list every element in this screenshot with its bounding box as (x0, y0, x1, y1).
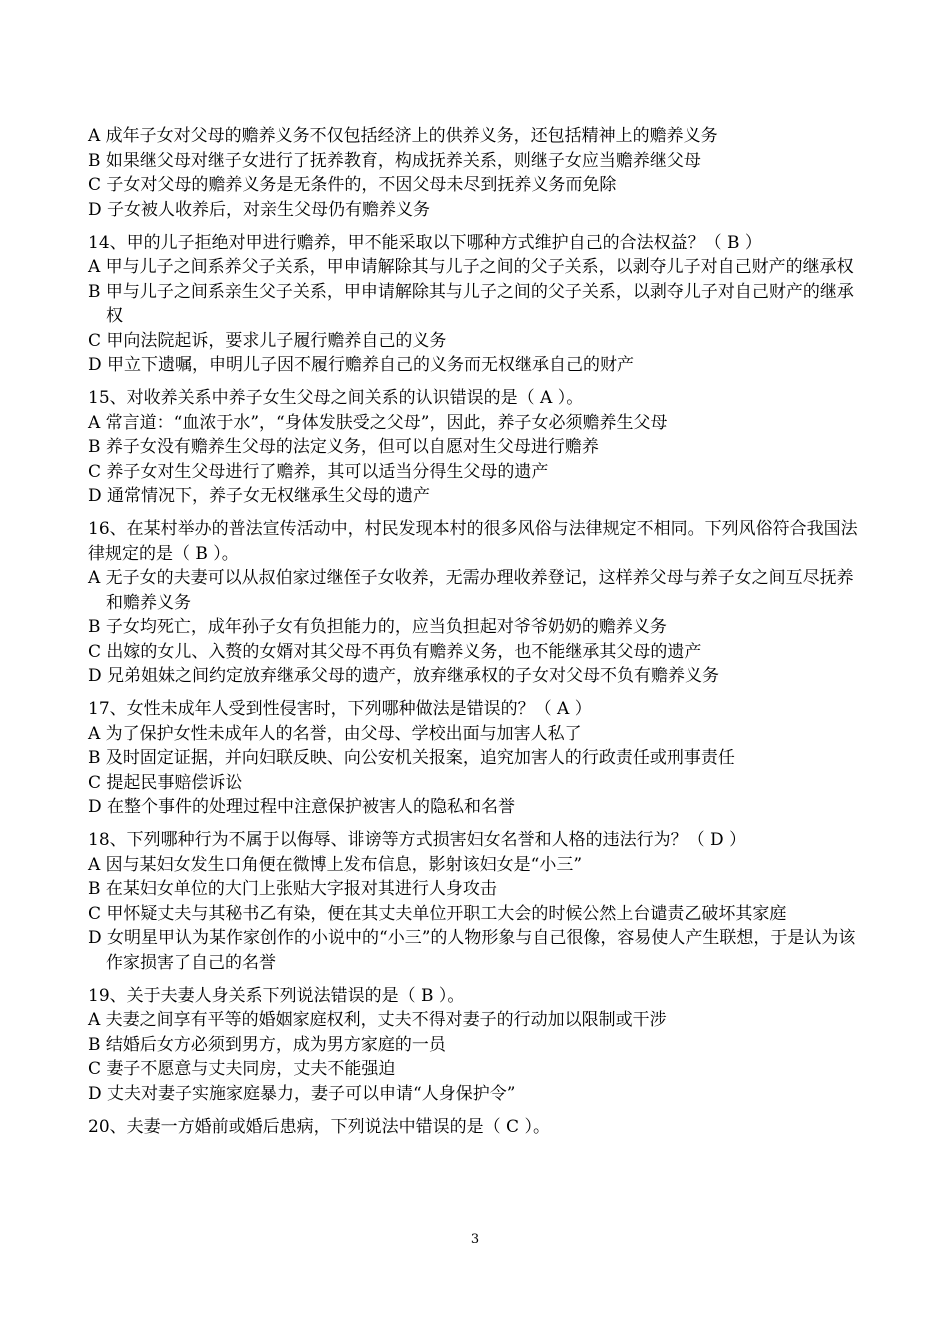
option-d: D 兄弟姐妹之间约定放弃继承父母的遗产，放弃继承权的子女对父母不负有赡养义务 (88, 666, 720, 686)
option-b: B 子女均死亡，成年孙子女有负担能力的，应当负担起对爷爷奶奶的赡养义务 (88, 617, 667, 637)
option-c: C 出嫁的女儿、入赘的女婿对其父母不再负有赡养义务，也不能继承其父母的遗产 (88, 641, 702, 662)
option-a: A 因与某妇女发生口角便在微博上发布信息，影射该妇女是“小三” (88, 854, 583, 875)
option-a: A 为了保护女性未成年人的名誉，由父母、学校出面与加害人私了 (88, 723, 582, 744)
question-block (88, 517, 870, 689)
question-block (88, 124, 870, 222)
option-b: B 甲与儿子之间系亲生父子关系，甲申请解除其与儿子之间的父子关系，以剥夺儿子对自己财产的继承权 (88, 281, 854, 326)
question-block (88, 828, 870, 975)
question-block (88, 697, 870, 820)
option-b: B 在某妇女单位的大门上张贴大字报对其进行人身攻击 (88, 879, 497, 899)
option-a: A 甲与儿子之间系养父子关系，甲申请解除其与儿子之间的父子关系，以剥夺儿子对自己财产的继承权 (88, 257, 854, 277)
option-c: C 子女对父母的赡养义务是无条件的，不因父母未尽到抚养义务而免除 (88, 175, 617, 195)
question-text: 20、夫妻一方婚前或婚后患病，下列说法中错误的是（ C ）。 (88, 1116, 550, 1137)
option-d: D 通常情况下，养子女无权继承生父母的遗产 (88, 486, 431, 506)
option-b: B 结婚后女方必须到男方，成为男方家庭的一员 (88, 1034, 446, 1055)
option-d: D 女明星甲认为某作家创作的小说中的“小三”的人物形象与自己很像，容易使人产生联想，于是认为该作家损害了自己的名誉 (88, 928, 856, 973)
option-d: D 丈夫对妻子实施家庭暴力，妻子可以申请“人身保护令” (88, 1083, 516, 1104)
option-d: D 甲立下遗嘱，申明儿子因不履行赡养自己的义务而无权继承自己的财产 (88, 355, 635, 375)
option-a: A 常言道：“血浓于水”，“身体发肤受之父母”，因此，养子女必须赡养生父母 (88, 412, 668, 433)
option-b: B 养子女没有赡养生父母的法定义务，但可以自愿对生父母进行赡养 (88, 437, 599, 457)
option-b: B 如果继父母对继子女进行了抚养教育，构成抚养关系，则继子女应当赡养继父母 (88, 150, 701, 171)
question-text: 17、女性未成年人受到性侵害时，下列哪种做法是错误的？（ A ） (88, 699, 592, 719)
question-text: 19、关于夫妻人身关系下列说法错误的是（ B ）。 (88, 985, 465, 1006)
question-block (88, 1115, 870, 1140)
option-c: C 甲怀疑丈夫与其秘书乙有染，便在其丈夫单位开职工大会的时候公然上台谴责乙破坏其家庭 (88, 903, 787, 924)
page-body (88, 124, 870, 1139)
option-c: C 甲向法院起诉，要求儿子履行赡养自己的义务 (88, 330, 447, 351)
option-d: D 子女被人收养后，对亲生父母仍有赡养义务 (88, 199, 431, 220)
question-text: 18、下列哪种行为不属于以侮辱、诽谤等方式损害妇女名誉和人格的违法行为？（ D ） (88, 830, 747, 850)
option-c: C 提起民事赔偿诉讼 (88, 772, 243, 793)
option-c: C 妻子不愿意与丈夫同房，丈夫不能强迫 (88, 1059, 396, 1079)
option-a: A 夫妻之间享有平等的婚姻家庭权利，丈夫不得对妻子的行动加以限制或干涉 (88, 1010, 667, 1030)
question-text: 15、对收养关系中养子女生父母之间关系的认识错误的是（ A ）。 (88, 388, 584, 408)
option-b: B 及时固定证据，并向妇联反映、向公安机关报案，追究加害人的行政责任或刑事责任 (88, 748, 735, 768)
question-block (88, 231, 870, 378)
option-c: C 养子女对生父母进行了赡养，其可以适当分得生父母的遗产 (88, 461, 549, 482)
option-d: D 在整个事件的处理过程中注意保护被害人的隐私和名誉 (88, 797, 516, 817)
question-block (88, 984, 870, 1107)
question-text: 16、在某村举办的普法宣传活动中，村民发现本村的很多风俗与法律规定不相同。下列风俗符合我国法律规定的是（ B ）。 (88, 519, 858, 564)
question-block (88, 386, 870, 509)
option-a: A 成年子女对父母的赡养义务不仅包括经济上的供养义务，还包括精神上的赡养义务 (88, 126, 718, 146)
option-a: A 无子女的夫妻可以从叔伯家过继侄子女收养，无需办理收养登记，这样养父母与养子女之间互尽抚养和赡养义务 (88, 568, 854, 613)
question-text: 14、甲的儿子拒绝对甲进行赡养，甲不能采取以下哪种方式维护自己的合法权益？（ B ） (88, 232, 762, 253)
page-number: 3 (470, 1232, 480, 1247)
